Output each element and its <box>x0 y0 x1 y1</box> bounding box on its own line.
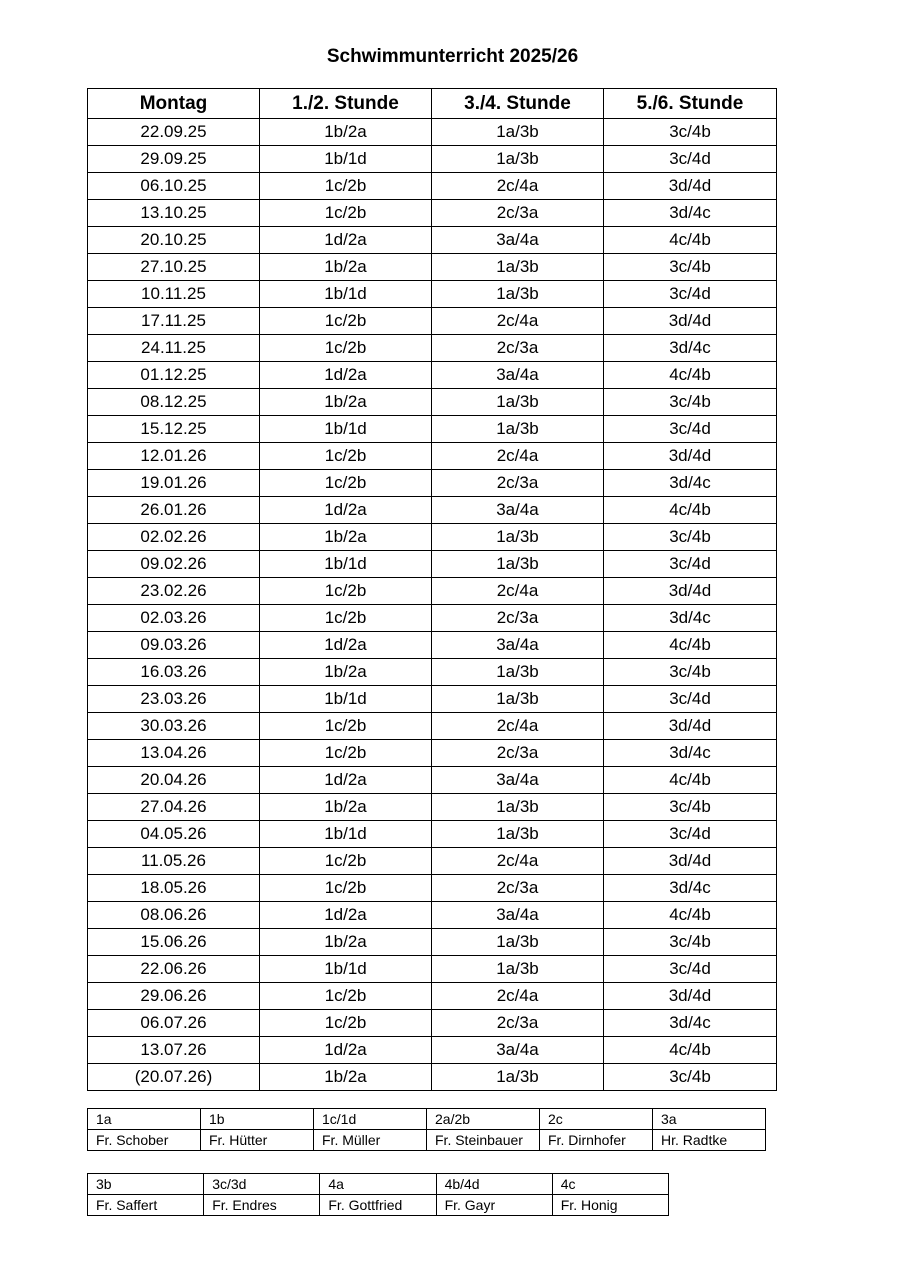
stunde-3-4-cell: 3a/4a <box>432 227 604 254</box>
table-row <box>88 173 777 200</box>
table-row <box>88 902 777 929</box>
stunde-1-2-cell: 1b/1d <box>260 821 432 848</box>
table-row <box>88 1064 777 1091</box>
stunde-1-2-cell: 1d/2a <box>260 497 432 524</box>
stunde-3-4-cell: 3a/4a <box>432 767 604 794</box>
stunde-1-2-cell: 1c/2b <box>260 335 432 362</box>
table-row <box>88 497 777 524</box>
stunde-3-4-cell: 3a/4a <box>432 497 604 524</box>
table-row <box>88 713 777 740</box>
stunde-3-4-cell: 2c/3a <box>432 1010 604 1037</box>
date-cell: 10.11.25 <box>88 281 260 308</box>
stunde-1-2-cell: 1b/1d <box>260 686 432 713</box>
stunde-1-2-cell: 1b/1d <box>260 956 432 983</box>
stunde-3-4-cell: 1a/3b <box>432 956 604 983</box>
table-row <box>88 524 777 551</box>
legend-teacher-cell: Fr. Honig <box>552 1195 668 1216</box>
stunde-5-6-cell: 3d/4d <box>604 308 777 335</box>
stunde-5-6-cell: 3d/4d <box>604 848 777 875</box>
date-cell: 02.03.26 <box>88 605 260 632</box>
stunde-3-4-cell: 1a/3b <box>432 524 604 551</box>
stunde-5-6-cell: 3d/4d <box>604 713 777 740</box>
table-row <box>88 983 777 1010</box>
table-row <box>88 362 777 389</box>
stunde-1-2-cell: 1d/2a <box>260 362 432 389</box>
date-cell: 17.11.25 <box>88 308 260 335</box>
stunde-5-6-cell: 4c/4b <box>604 902 777 929</box>
legend-teacher-cell: Fr. Hütter <box>201 1130 314 1151</box>
stunde-5-6-cell: 3d/4c <box>604 1010 777 1037</box>
stunde-5-6-cell: 3d/4c <box>604 470 777 497</box>
stunde-5-6-cell: 3c/4d <box>604 956 777 983</box>
stunde-3-4-cell: 1a/3b <box>432 794 604 821</box>
stunde-1-2-cell: 1c/2b <box>260 173 432 200</box>
stunde-1-2-cell: 1b/1d <box>260 551 432 578</box>
stunde-5-6-cell: 3d/4d <box>604 983 777 1010</box>
stunde-3-4-cell: 1a/3b <box>432 929 604 956</box>
stunde-1-2-cell: 1d/2a <box>260 1037 432 1064</box>
table-row <box>88 146 777 173</box>
date-cell: 30.03.26 <box>88 713 260 740</box>
stunde-1-2-cell: 1d/2a <box>260 902 432 929</box>
stunde-5-6-cell: 3c/4b <box>604 119 777 146</box>
legend-class-cell: 4c <box>552 1174 668 1195</box>
date-cell: 22.09.25 <box>88 119 260 146</box>
stunde-3-4-cell: 1a/3b <box>432 551 604 578</box>
table-row <box>88 578 777 605</box>
stunde-5-6-cell: 4c/4b <box>604 362 777 389</box>
legend-class-cell: 2a/2b <box>427 1109 540 1130</box>
date-cell: 13.04.26 <box>88 740 260 767</box>
stunde-5-6-cell: 3d/4d <box>604 578 777 605</box>
date-cell: 22.06.26 <box>88 956 260 983</box>
stunde-1-2-cell: 1c/2b <box>260 1010 432 1037</box>
schedule-header-row <box>88 89 777 119</box>
table-row <box>88 389 777 416</box>
date-cell: 12.01.26 <box>88 443 260 470</box>
table-row <box>88 632 777 659</box>
legend-class-cell: 1c/1d <box>314 1109 427 1130</box>
legend-teacher-row <box>88 1130 766 1151</box>
table-row <box>88 254 777 281</box>
date-cell: 15.06.26 <box>88 929 260 956</box>
stunde-3-4-cell: 2c/4a <box>432 848 604 875</box>
table-row <box>88 929 777 956</box>
stunde-3-4-cell: 3a/4a <box>432 902 604 929</box>
table-row <box>88 767 777 794</box>
legend-class-row <box>88 1174 669 1195</box>
stunde-3-4-cell: 3a/4a <box>432 1037 604 1064</box>
stunde-3-4-cell: 2c/3a <box>432 875 604 902</box>
table-row <box>88 119 777 146</box>
stunde-3-4-cell: 1a/3b <box>432 416 604 443</box>
table-row <box>88 821 777 848</box>
table-row <box>88 308 777 335</box>
column-header-stunde-5-6: 5./6. Stunde <box>604 89 777 119</box>
schedule-table <box>87 88 777 1091</box>
table-row <box>88 416 777 443</box>
stunde-1-2-cell: 1b/2a <box>260 659 432 686</box>
date-cell: 27.04.26 <box>88 794 260 821</box>
stunde-1-2-cell: 1b/2a <box>260 1064 432 1091</box>
stunde-1-2-cell: 1c/2b <box>260 200 432 227</box>
date-cell: 23.03.26 <box>88 686 260 713</box>
stunde-5-6-cell: 3d/4d <box>604 173 777 200</box>
date-cell: 02.02.26 <box>88 524 260 551</box>
table-row <box>88 335 777 362</box>
legend-class-cell: 4a <box>320 1174 436 1195</box>
stunde-3-4-cell: 1a/3b <box>432 821 604 848</box>
stunde-1-2-cell: 1b/2a <box>260 119 432 146</box>
stunde-5-6-cell: 3c/4b <box>604 389 777 416</box>
stunde-3-4-cell: 3a/4a <box>432 362 604 389</box>
stunde-5-6-cell: 3d/4c <box>604 335 777 362</box>
stunde-5-6-cell: 3c/4b <box>604 254 777 281</box>
date-cell: 19.01.26 <box>88 470 260 497</box>
stunde-1-2-cell: 1d/2a <box>260 632 432 659</box>
date-cell: 06.07.26 <box>88 1010 260 1037</box>
table-row <box>88 794 777 821</box>
legend-class-cell: 2c <box>540 1109 653 1130</box>
stunde-1-2-cell: 1c/2b <box>260 983 432 1010</box>
stunde-5-6-cell: 4c/4b <box>604 497 777 524</box>
date-cell: 11.05.26 <box>88 848 260 875</box>
stunde-3-4-cell: 1a/3b <box>432 686 604 713</box>
column-header-montag: Montag <box>88 89 260 119</box>
legend-teacher-cell: Fr. Steinbauer <box>427 1130 540 1151</box>
table-row <box>88 605 777 632</box>
legend-teacher-cell: Fr. Saffert <box>88 1195 204 1216</box>
stunde-5-6-cell: 3d/4c <box>604 200 777 227</box>
stunde-3-4-cell: 2c/3a <box>432 200 604 227</box>
stunde-5-6-cell: 3d/4c <box>604 875 777 902</box>
stunde-3-4-cell: 1a/3b <box>432 281 604 308</box>
legend-teacher-cell: Hr. Radtke <box>653 1130 766 1151</box>
table-row <box>88 686 777 713</box>
date-cell: 08.12.25 <box>88 389 260 416</box>
stunde-1-2-cell: 1b/2a <box>260 929 432 956</box>
stunde-5-6-cell: 3c/4d <box>604 416 777 443</box>
table-row <box>88 227 777 254</box>
stunde-5-6-cell: 3c/4b <box>604 929 777 956</box>
stunde-1-2-cell: 1c/2b <box>260 875 432 902</box>
legend-class-cell: 1a <box>88 1109 201 1130</box>
date-cell: 23.02.26 <box>88 578 260 605</box>
table-row <box>88 443 777 470</box>
stunde-5-6-cell: 4c/4b <box>604 227 777 254</box>
legend-class-cell: 4b/4d <box>436 1174 552 1195</box>
stunde-3-4-cell: 3a/4a <box>432 632 604 659</box>
table-row <box>88 740 777 767</box>
legend-class-cell: 3a <box>653 1109 766 1130</box>
stunde-5-6-cell: 3c/4d <box>604 281 777 308</box>
date-cell: 16.03.26 <box>88 659 260 686</box>
date-cell: 09.02.26 <box>88 551 260 578</box>
stunde-1-2-cell: 1c/2b <box>260 713 432 740</box>
stunde-5-6-cell: 4c/4b <box>604 767 777 794</box>
stunde-1-2-cell: 1c/2b <box>260 308 432 335</box>
stunde-5-6-cell: 4c/4b <box>604 1037 777 1064</box>
stunde-5-6-cell: 3d/4c <box>604 740 777 767</box>
stunde-3-4-cell: 1a/3b <box>432 1064 604 1091</box>
stunde-5-6-cell: 3c/4d <box>604 551 777 578</box>
stunde-5-6-cell: 3c/4d <box>604 686 777 713</box>
table-row <box>88 200 777 227</box>
stunde-3-4-cell: 1a/3b <box>432 389 604 416</box>
stunde-3-4-cell: 2c/3a <box>432 470 604 497</box>
date-cell: 13.10.25 <box>88 200 260 227</box>
stunde-5-6-cell: 3c/4d <box>604 146 777 173</box>
stunde-3-4-cell: 2c/4a <box>432 308 604 335</box>
stunde-5-6-cell: 3c/4b <box>604 1064 777 1091</box>
page-title: Schwimmunterricht 2025/26 <box>326 46 579 67</box>
legend-teacher-cell: Fr. Gottfried <box>320 1195 436 1216</box>
stunde-1-2-cell: 1c/2b <box>260 605 432 632</box>
date-cell: 27.10.25 <box>88 254 260 281</box>
date-cell: 20.04.26 <box>88 767 260 794</box>
date-cell: 01.12.25 <box>88 362 260 389</box>
stunde-3-4-cell: 2c/4a <box>432 173 604 200</box>
stunde-5-6-cell: 3d/4d <box>604 443 777 470</box>
teacher-legend-2 <box>87 1173 669 1216</box>
legend-teacher-cell: Fr. Endres <box>204 1195 320 1216</box>
stunde-1-2-cell: 1b/2a <box>260 389 432 416</box>
table-row <box>88 281 777 308</box>
date-cell: 15.12.25 <box>88 416 260 443</box>
legend-teacher-cell: Fr. Müller <box>314 1130 427 1151</box>
stunde-1-2-cell: 1b/2a <box>260 794 432 821</box>
legend-teacher-cell: Fr. Gayr <box>436 1195 552 1216</box>
stunde-1-2-cell: 1b/2a <box>260 254 432 281</box>
date-cell: 29.09.25 <box>88 146 260 173</box>
stunde-1-2-cell: 1d/2a <box>260 767 432 794</box>
table-row <box>88 956 777 983</box>
date-cell: 09.03.26 <box>88 632 260 659</box>
date-cell: 13.07.26 <box>88 1037 260 1064</box>
stunde-1-2-cell: 1c/2b <box>260 578 432 605</box>
table-row <box>88 875 777 902</box>
stunde-1-2-cell: 1b/1d <box>260 146 432 173</box>
stunde-1-2-cell: 1c/2b <box>260 848 432 875</box>
stunde-3-4-cell: 2c/4a <box>432 578 604 605</box>
stunde-3-4-cell: 2c/4a <box>432 983 604 1010</box>
stunde-3-4-cell: 1a/3b <box>432 146 604 173</box>
stunde-3-4-cell: 1a/3b <box>432 659 604 686</box>
table-row <box>88 551 777 578</box>
legend-class-cell: 3c/3d <box>204 1174 320 1195</box>
date-cell: (20.07.26) <box>88 1064 260 1091</box>
stunde-1-2-cell: 1b/2a <box>260 524 432 551</box>
date-cell: 26.01.26 <box>88 497 260 524</box>
date-cell: 18.05.26 <box>88 875 260 902</box>
legend-class-row <box>88 1109 766 1130</box>
table-row <box>88 470 777 497</box>
stunde-5-6-cell: 3c/4b <box>604 659 777 686</box>
stunde-1-2-cell: 1c/2b <box>260 470 432 497</box>
stunde-1-2-cell: 1b/1d <box>260 416 432 443</box>
column-header-stunde-1-2: 1./2. Stunde <box>260 89 432 119</box>
legend-teacher-cell: Fr. Dirnhofer <box>540 1130 653 1151</box>
legend-class-cell: 3b <box>88 1174 204 1195</box>
stunde-1-2-cell: 1b/1d <box>260 281 432 308</box>
schedule-body <box>88 119 777 1091</box>
date-cell: 08.06.26 <box>88 902 260 929</box>
stunde-5-6-cell: 4c/4b <box>604 632 777 659</box>
table-row <box>88 1010 777 1037</box>
legend-teacher-row <box>88 1195 669 1216</box>
stunde-5-6-cell: 3c/4b <box>604 794 777 821</box>
legend-class-cell: 1b <box>201 1109 314 1130</box>
legend-teacher-cell: Fr. Schober <box>88 1130 201 1151</box>
date-cell: 20.10.25 <box>88 227 260 254</box>
date-cell: 29.06.26 <box>88 983 260 1010</box>
date-cell: 24.11.25 <box>88 335 260 362</box>
column-header-stunde-3-4: 3./4. Stunde <box>432 89 604 119</box>
stunde-5-6-cell: 3c/4b <box>604 524 777 551</box>
stunde-3-4-cell: 1a/3b <box>432 119 604 146</box>
stunde-3-4-cell: 2c/4a <box>432 713 604 740</box>
stunde-3-4-cell: 2c/3a <box>432 740 604 767</box>
stunde-3-4-cell: 2c/3a <box>432 605 604 632</box>
stunde-5-6-cell: 3d/4c <box>604 605 777 632</box>
stunde-5-6-cell: 3c/4d <box>604 821 777 848</box>
table-row <box>88 659 777 686</box>
date-cell: 04.05.26 <box>88 821 260 848</box>
table-row <box>88 848 777 875</box>
table-row <box>88 1037 777 1064</box>
stunde-1-2-cell: 1c/2b <box>260 443 432 470</box>
stunde-1-2-cell: 1c/2b <box>260 740 432 767</box>
stunde-3-4-cell: 2c/4a <box>432 443 604 470</box>
stunde-3-4-cell: 2c/3a <box>432 335 604 362</box>
date-cell: 06.10.25 <box>88 173 260 200</box>
teacher-legend-1 <box>87 1108 766 1151</box>
stunde-3-4-cell: 1a/3b <box>432 254 604 281</box>
stunde-1-2-cell: 1d/2a <box>260 227 432 254</box>
